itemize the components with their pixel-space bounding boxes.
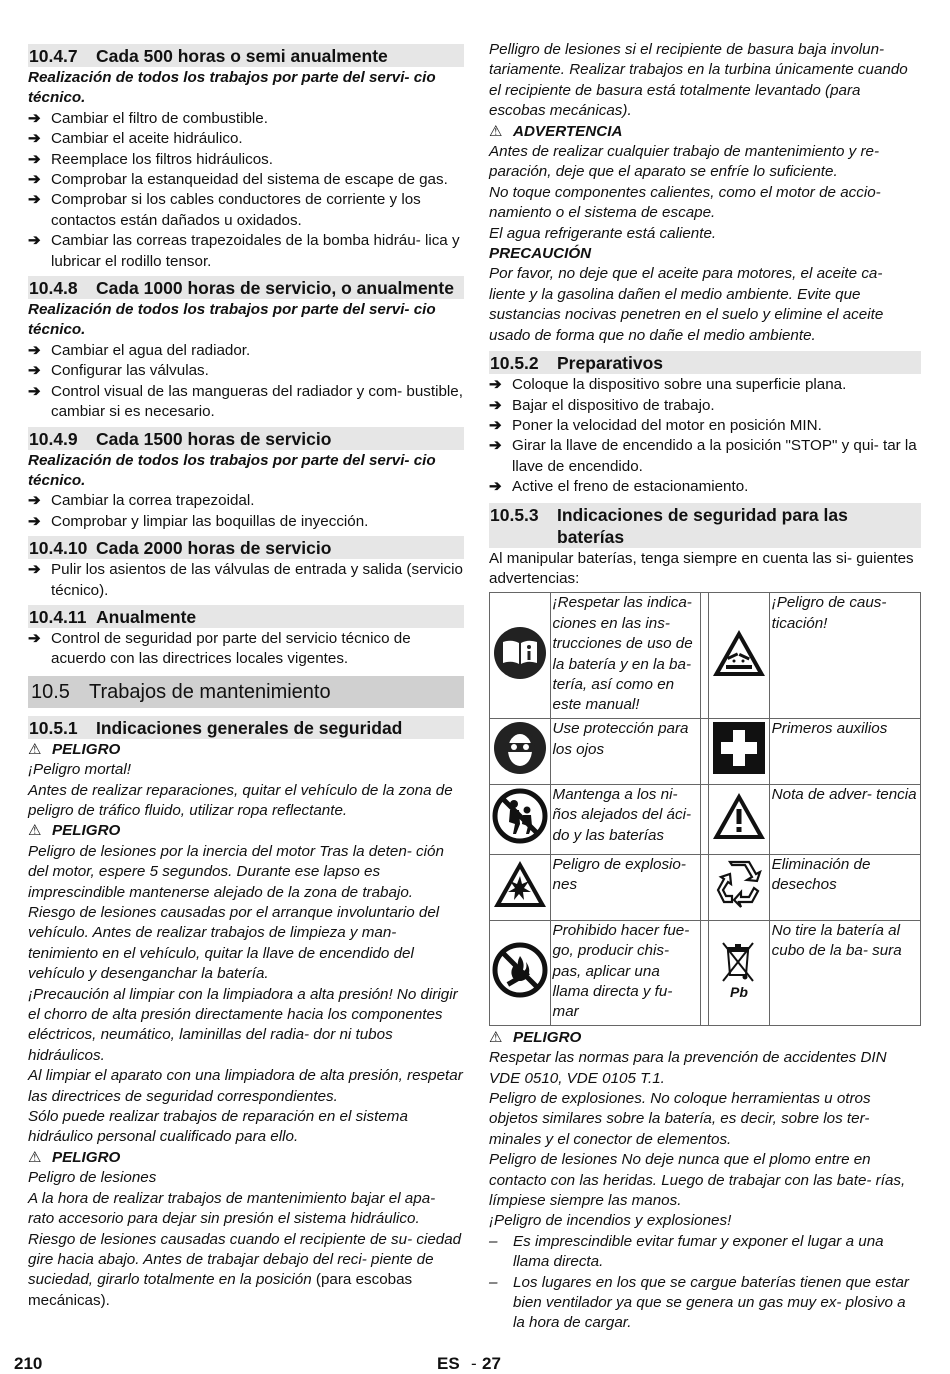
- warning-label: ADVERTENCIA: [513, 122, 623, 140]
- eye-protection-icon: [493, 721, 547, 775]
- list-item: [489, 436, 921, 477]
- crossed-bin-pb-icon: [712, 939, 766, 1001]
- paragraph: Antes de realizar cualquier trabajo de mantenimiento y re- paración, deje que el aparato se enfríe lo suficiente.: [489, 143, 880, 181]
- symbol-text: ¡Respetar las indica- ciones en las ins- trucciones de uso de la batería y en la ba- tería, así como en este manual!: [550, 593, 700, 719]
- arrow-bullet-icon: ➔: [28, 130, 41, 148]
- dash-bullet: –: [489, 1232, 498, 1250]
- paragraph: El agua refrigerante está caliente.: [489, 224, 717, 242]
- symbol-cell: [490, 719, 551, 784]
- danger-label: PELIGRO: [52, 740, 121, 758]
- manual-book-icon: [493, 626, 547, 680]
- arrow-bullet-icon: ➔: [28, 171, 41, 189]
- list-item-text: Comprobar y limpiar las boquillas de inyección.: [51, 512, 369, 530]
- section-number: 10.4.7: [29, 46, 78, 66]
- list-item: [28, 129, 464, 149]
- warning-triangle-icon: ⚠: [489, 1028, 503, 1046]
- arrow-bullet-icon: ➔: [28, 150, 41, 168]
- list-item: [28, 512, 464, 532]
- section-number: 10.4.9: [29, 428, 78, 449]
- list-item-text: Cambiar la correa trapezoidal.: [51, 492, 255, 510]
- section-title: Anualmente: [96, 606, 197, 627]
- symbol-text: ¡Peligro de caus- ticación!: [769, 593, 920, 719]
- symbol-text: Prohibido hacer fue- go, producir chis- pas, aplicar una llama directa y fu- mar: [550, 920, 700, 1025]
- symbol-cell: [490, 784, 551, 854]
- list-item-text: Girar la llave de encendido a la posición "STOP" y qui- tar la llave de encendido.: [512, 437, 917, 475]
- list-item-text: Control visual de las mangueras del radiador y com- bustible, cambiar si es necesario.: [51, 382, 463, 421]
- arrow-bullet-icon: ➔: [28, 109, 41, 127]
- list-item-text: Cambiar el aceite hidráulico.: [51, 130, 243, 148]
- arrow-bullet-icon: ➔: [28, 382, 41, 400]
- corrosive-hazard-icon: [711, 628, 767, 678]
- list-item: [28, 560, 464, 601]
- list-item-text: Pulir los asientos de las válvulas de entrada y salida (servicio técnico).: [51, 561, 463, 599]
- section-number: 10.4.10: [29, 538, 88, 559]
- arrow-bullet-icon: ➔: [28, 362, 41, 380]
- arrow-bullet-icon: ➔: [489, 396, 502, 414]
- recycling-icon: [712, 859, 766, 909]
- symbol-text: No tire la batería al cubo de la ba- sura: [769, 920, 920, 1025]
- bullet-list: [28, 341, 464, 423]
- paragraph: No toque componentes calientes, como el motor de accio- namiento o el sistema de escape.: [489, 183, 881, 222]
- paragraph: Peligro de lesiones por la inercia del motor Tras la deten- ción del motor, espere 5 segundos. Durante ese lapso es imprescindible mantenerse alejado de la zona de trabajo.: [28, 842, 444, 901]
- list-item: [28, 150, 464, 170]
- table-row: [490, 920, 921, 1025]
- chapter-number: 10.5: [31, 680, 70, 703]
- bullet-list: [28, 560, 464, 601]
- danger-heading: [28, 821, 464, 841]
- paragraph: Por favor, no deje que el aceite para motores, el aceite ca- liente y la gasolina dañen el medio ambiente. Evite que sustancias nocivas penetren en el suelo y elimine el aceite usado de forma que no dañe el medio ambiente.: [489, 265, 884, 344]
- section-heading-10-4-7: [28, 44, 464, 67]
- section-number: 10.4.11: [29, 606, 87, 627]
- intro-text: Realización de todos los trabajos por parte del servi- cio técnico.: [28, 451, 436, 489]
- paragraph-plain: (para escobas mecánicas).: [28, 1271, 413, 1309]
- section-number: 10.5.1: [29, 717, 78, 738]
- list-item-text: Los lugares en los que se cargue baterías tienen que estar bien ventilador ya que se genera un gas muy ex- plosivo a la hora de cargar.: [513, 1273, 909, 1332]
- dash-bullet: –: [489, 1273, 498, 1291]
- list-item-text: Poner la velocidad del motor en posición MIN.: [512, 416, 822, 434]
- keep-children-away-icon: [492, 788, 548, 844]
- paragraph: Al limpiar el aparato con una limpiadora de alta presión, respetar las directrices de seguridad correspondientes.: [28, 1067, 463, 1105]
- pb-label: Pb: [729, 983, 748, 1000]
- table-gap: [701, 593, 709, 719]
- list-item-text: Active el freno de estacionamiento.: [512, 478, 749, 496]
- list-item: [28, 231, 464, 272]
- list-item: [28, 629, 464, 670]
- chapter-title: Trabajos de mantenimiento: [89, 680, 331, 703]
- list-item-text: Cambiar el agua del radiador.: [51, 341, 251, 359]
- danger-heading: [28, 740, 464, 760]
- intro-text: Realización de todos los trabajos por parte del servi- cio técnico.: [28, 301, 436, 339]
- footer-separator: -: [471, 1354, 477, 1373]
- list-item: [28, 170, 464, 190]
- list-item-text: Configurar las válvulas.: [51, 362, 209, 380]
- paragraph: Riesgo de lesiones causadas por el arranque involuntario del vehículo. Antes de realizar trabajos de limpieza y man- tenimiento en el vehículo, quitar la llave de encendido del vehículo y desenganchar la batería.: [28, 904, 440, 983]
- left-column: [28, 40, 464, 1311]
- list-item: [489, 396, 921, 416]
- list-item-text: Cambiar las correas trapezoidales de la bomba hidráu- lica y lubricar el rodillo tensor.: [51, 232, 460, 270]
- list-item-text: Reemplace los filtros hidráulicos.: [51, 150, 273, 168]
- section-title: Cada 1500 horas de servicio: [96, 428, 332, 449]
- arrow-bullet-icon: ➔: [28, 629, 41, 647]
- symbol-cell: [490, 593, 551, 719]
- section-heading-10-4-10: [28, 536, 464, 559]
- table-gap: [701, 784, 709, 854]
- table-row: [490, 719, 921, 784]
- paragraph: Pelligro de lesiones si el recipiente de basura baja involun- tariamente. Realizar trabajos en la turbina únicamente cuando el recipiente de basura está totalmente levantado (para escobas mecánicas).: [489, 41, 908, 120]
- arrow-bullet-icon: ➔: [28, 561, 41, 579]
- section-heading-10-4-11: [28, 605, 464, 628]
- list-item: [28, 361, 464, 381]
- list-item: [28, 341, 464, 361]
- arrow-bullet-icon: ➔: [489, 437, 502, 455]
- bullet-list: [28, 491, 464, 532]
- warning-heading: [489, 122, 921, 142]
- list-item-text: Comprobar si los cables conductores de corriente y los contactos están dañados u oxidados.: [51, 191, 421, 229]
- paragraph: Al manipular baterías, tenga siempre en cuenta las si- guientes advertencias:: [489, 549, 914, 587]
- symbol-text: Primeros auxilios: [769, 719, 920, 784]
- arrow-bullet-icon: ➔: [489, 376, 502, 394]
- list-item: [28, 491, 464, 511]
- symbol-cell: [709, 593, 770, 719]
- list-item-text: Control de seguridad por parte del servicio técnico de acuerdo con las directrices locales vigentes.: [51, 629, 411, 668]
- list-item-text: Cambiar el filtro de combustible.: [51, 109, 268, 127]
- warning-triangle-icon: ⚠: [28, 740, 42, 758]
- danger-heading: [489, 1028, 921, 1048]
- section-heading-10-4-9: [28, 427, 464, 450]
- symbol-cell: [490, 854, 551, 920]
- table-gap: [701, 920, 709, 1025]
- caution-label: PRECAUCIÓN: [489, 245, 592, 263]
- list-item: [28, 382, 464, 423]
- danger-label: PELIGRO: [52, 822, 121, 840]
- list-item: [489, 477, 921, 497]
- danger-label: PELIGRO: [52, 1148, 121, 1166]
- battery-symbols-table: [489, 592, 921, 1025]
- table-gap: [701, 854, 709, 920]
- warning-exclamation-icon: [711, 791, 767, 841]
- section-title: Indicaciones de seguridad para las baterías: [557, 504, 848, 547]
- list-item-text: Coloque la dispositivo sobre una superficie plana.: [512, 376, 847, 394]
- list-item: [28, 109, 464, 129]
- arrow-bullet-icon: ➔: [28, 191, 41, 209]
- list-item: [489, 375, 921, 395]
- symbol-text: Nota de adver- tencia: [769, 784, 920, 854]
- section-number: 10.5.2: [490, 353, 539, 374]
- paragraph-italic: Riesgo de lesiones causadas cuando el recipiente de su- ciedad gire hacia abajo. Antes de trabajar debajo del reci- piente de suciedad, girarlo totalmente en la posición: [28, 1230, 462, 1289]
- bullet-list: [489, 375, 921, 497]
- paragraph: Peligro de explosiones. No coloque herramientas u otros objetos similares sobre la batería, es decir, sobre los ter- minales y el conector de elementos.: [489, 1089, 871, 1148]
- bullet-list: [28, 109, 464, 272]
- arrow-bullet-icon: ➔: [28, 341, 41, 359]
- section-title: Preparativos: [557, 353, 664, 374]
- section-number: 10.4.8: [29, 278, 78, 299]
- list-item: [489, 416, 921, 436]
- paragraph: ¡Peligro de incendios y explosiones!: [489, 1212, 732, 1230]
- paragraph: Peligro de lesiones: [28, 1169, 157, 1187]
- list-item: [28, 190, 464, 231]
- symbol-text: Eliminación de desechos: [769, 854, 920, 920]
- warning-triangle-icon: ⚠: [489, 122, 503, 140]
- explosion-hazard-icon: [492, 859, 548, 909]
- table-row: [490, 784, 921, 854]
- warning-triangle-icon: ⚠: [28, 822, 42, 840]
- symbol-text: Use protección para los ojos: [550, 719, 700, 784]
- section-heading-10-5-2: [489, 351, 921, 374]
- first-aid-cross-icon: [713, 722, 765, 774]
- symbol-cell: [490, 920, 551, 1025]
- symbol-cell: [709, 854, 770, 920]
- arrow-bullet-icon: ➔: [489, 478, 502, 496]
- section-title: Cada 500 horas o semi anualmente: [96, 46, 388, 66]
- symbol-text: Mantenga a los ni- ños alejados del áci- do y las baterías: [550, 784, 700, 854]
- paragraph: ¡Precaución al limpiar con la limpiadora a alta presión! No dirigir el chorro de alta presión directamente hacia los componentes eléctricos, neumático, laminillas del radia- dor ni tubos hidráulicos.: [28, 985, 458, 1064]
- arrow-bullet-icon: ➔: [28, 492, 41, 510]
- symbol-text: Peligro de explosio- nes: [550, 854, 700, 920]
- list-item-text: Comprobar la estanqueidad del sistema de escape de gas.: [51, 171, 448, 189]
- list-item-text: Es imprescindible evitar fumar y exponer el lugar a una llama directa.: [513, 1232, 884, 1271]
- chapter-heading-10-5: [28, 676, 464, 708]
- danger-label: PELIGRO: [513, 1028, 582, 1046]
- paragraph: A la hora de realizar trabajos de mantenimiento bajar el apa- rato accesorio para dejar sin presión el sistema hidráulico.: [28, 1189, 436, 1228]
- bullet-list: [28, 629, 464, 670]
- right-column: [489, 40, 921, 1334]
- paragraph: ¡Peligro mortal!: [28, 761, 131, 779]
- section-heading-10-4-8: [28, 276, 464, 299]
- language-code: ES: [437, 1354, 460, 1373]
- symbol-cell: [709, 784, 770, 854]
- section-number: 10.5.3: [490, 504, 539, 525]
- list-item: [489, 1232, 921, 1273]
- section-heading-10-5-1: [28, 716, 464, 739]
- arrow-bullet-icon: ➔: [489, 416, 502, 434]
- intro-text: Realización de todos los trabajos por parte del servi- cio técnico.: [28, 69, 436, 107]
- list-item-text: Bajar el dispositivo de trabajo.: [512, 396, 715, 414]
- danger-heading: [28, 1148, 464, 1168]
- symbol-cell: [709, 719, 770, 784]
- no-smoking-flame-icon: [492, 942, 548, 998]
- section-title: Cada 2000 horas de servicio: [96, 538, 332, 559]
- page-number-right: 27: [482, 1354, 501, 1373]
- paragraph: Respetar las normas para la prevención de accidentes DIN VDE 0510, VDE 0105 T.1.: [489, 1049, 887, 1087]
- table-row: [490, 593, 921, 719]
- paragraph: Peligro de lesiones No deje nunca que el plomo entre en contacto con las heridas. Luego de trabajar con las bate- rías, límpiese siempre las manos.: [489, 1151, 906, 1209]
- section-heading-10-5-3: [489, 503, 921, 548]
- paragraph: Sólo puede realizar trabajos de reparación en el sistema hidráulico personal cualificado para ello.: [28, 1108, 408, 1146]
- paragraph: Antes de realizar reparaciones, quitar el vehículo de la zona de peligro de tráfico fluido, utilizar ropa reflectante.: [28, 781, 453, 819]
- list-item: [489, 1273, 921, 1334]
- dash-list: [489, 1232, 921, 1334]
- page-number-left: 210: [14, 1354, 43, 1373]
- arrow-bullet-icon: ➔: [28, 232, 41, 250]
- section-title: Indicaciones generales de seguridad: [96, 717, 403, 738]
- warning-triangle-icon: ⚠: [28, 1148, 42, 1166]
- section-title: Cada 1000 horas de servicio, o anualmente: [96, 278, 454, 299]
- table-gap: [701, 719, 709, 784]
- paragraph: [28, 1230, 464, 1312]
- symbol-cell: [709, 920, 770, 1025]
- table-row: [490, 854, 921, 920]
- arrow-bullet-icon: ➔: [28, 512, 41, 530]
